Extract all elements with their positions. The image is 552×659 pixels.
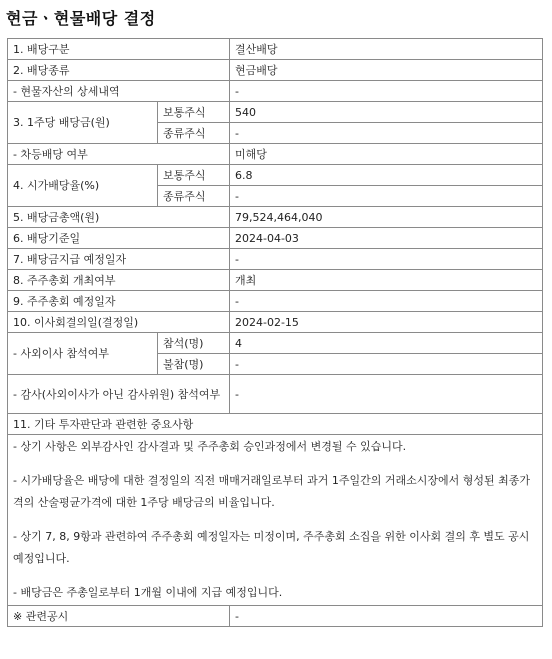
table-row <box>8 228 543 249</box>
row-value: - <box>230 123 543 144</box>
table-row <box>8 81 543 102</box>
table-row <box>8 312 543 333</box>
row-value: 결산배당 <box>230 39 543 60</box>
row-label: 10. 이사회결의일(결정일) <box>8 312 230 333</box>
row-label: - 사외이사 참석여부 <box>8 333 158 375</box>
notes-cell <box>8 435 543 606</box>
row-sublabel: 참석(명) <box>158 333 230 354</box>
table-row <box>8 39 543 60</box>
row-value: - <box>230 354 543 375</box>
row-label: 5. 배당금총액(원) <box>8 207 230 228</box>
row-label: - 현물자산의 상세내역 <box>8 81 230 102</box>
row-sublabel: 보통주식 <box>158 102 230 123</box>
row-label: 7. 배당금지급 예정일자 <box>8 249 230 270</box>
row-sublabel: 보통주식 <box>158 165 230 186</box>
table-row <box>8 414 543 435</box>
row-sublabel: 종류주식 <box>158 186 230 207</box>
row-value: - <box>230 606 543 627</box>
row-value: 현금배당 <box>230 60 543 81</box>
row-value: - <box>230 291 543 312</box>
row-label: 8. 주주총회 개최여부 <box>8 270 230 291</box>
row-label: ※ 관련공시 <box>8 606 230 627</box>
row-value: - <box>230 249 543 270</box>
note-text: - 상기 사항은 외부감사인 감사결과 및 주주총회 승인과정에서 변경될 수 있습니다. <box>13 440 407 453</box>
row-label: - 차등배당 여부 <box>8 144 230 165</box>
row-value: - <box>230 375 543 414</box>
table-row <box>8 165 543 186</box>
row-value: 4 <box>230 333 543 354</box>
row-value: 개최 <box>230 270 543 291</box>
row-value: 79,524,464,040 <box>230 207 543 228</box>
table-row <box>8 60 543 81</box>
row-value: - <box>230 186 543 207</box>
table-row <box>8 207 543 228</box>
table-row <box>8 249 543 270</box>
table-row <box>8 435 543 606</box>
page-title: 현금ㆍ현물배당 결정 <box>6 9 156 28</box>
note-text: - 배당금은 주총일로부터 1개월 이내에 지급 예정입니다. <box>13 586 283 599</box>
row-value: - <box>230 81 543 102</box>
row-label: 1. 배당구분 <box>8 39 230 60</box>
note-text: - 상기 7, 8, 9항과 관련하여 주주총회 예정일자는 미정이며, 주주총회 소집을 위한 이사회 결의 후 별도 공시 예정입니다. <box>13 530 530 565</box>
note-text: - 시가배당율은 배당에 대한 결정일의 직전 매매거래일로부터 과거 1주일간의 거래소시장에서 형성된 최종가격의 산술평균가격에 대한 1주당 배당금의 비율입니다. <box>13 474 530 509</box>
row-value: 2024-04-03 <box>230 228 543 249</box>
row-sublabel: 종류주식 <box>158 123 230 144</box>
table-row <box>8 291 543 312</box>
table-row <box>8 375 543 414</box>
row-value: 6.8 <box>230 165 543 186</box>
row-label: 11. 기타 투자판단과 관련한 중요사항 <box>8 414 543 435</box>
table-row <box>8 333 543 354</box>
row-label: 4. 시가배당율(%) <box>8 165 158 207</box>
row-value: 540 <box>230 102 543 123</box>
row-sublabel: 불참(명) <box>158 354 230 375</box>
row-label: 2. 배당종류 <box>8 60 230 81</box>
row-value: 2024-02-15 <box>230 312 543 333</box>
row-value: 미해당 <box>230 144 543 165</box>
table-row <box>8 102 543 123</box>
row-label: 3. 1주당 배당금(원) <box>8 102 158 144</box>
table-row <box>8 606 543 627</box>
row-label: 9. 주주총회 예정일자 <box>8 291 230 312</box>
row-label: - 감사(사외이사가 아닌 감사위원) 참석여부 <box>8 375 230 414</box>
dividend-table <box>7 38 543 627</box>
table-row <box>8 270 543 291</box>
row-label: 6. 배당기준일 <box>8 228 230 249</box>
table-row <box>8 144 543 165</box>
